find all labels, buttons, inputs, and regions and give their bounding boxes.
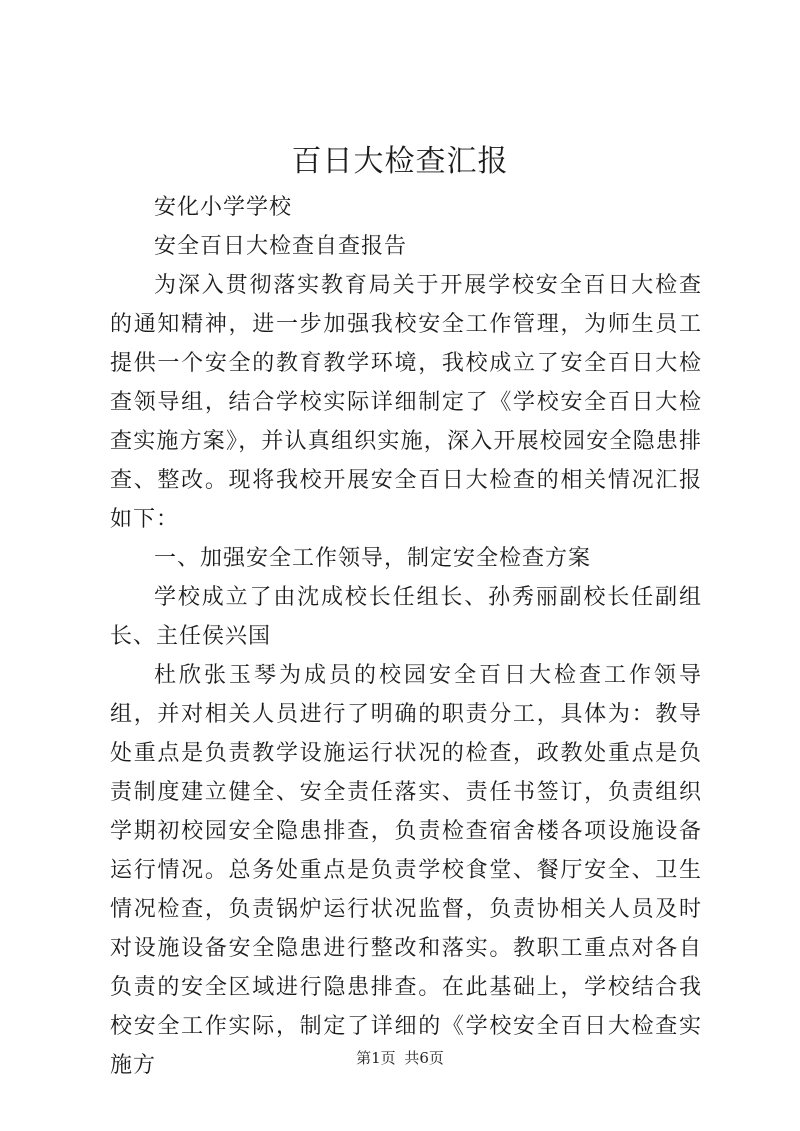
- paragraph-intro: 为深入贯彻落实教育局关于开展学校安全百日大检查的通知精神，进一步加强我校安全工作管理，为师生员工提供一个安全的教育教学环境，我校成立了安全百日大检查领导组，结合学校实际详细制定了《学校安全百日大检查实施方案》，并认真组织实施，深入开展校园安全隐患排查、整改。现将我校开展安全百日大检查的相关情况汇报如下：: [110, 273, 702, 532]
- document-body: [110, 188, 702, 1085]
- page-footer: [0, 1048, 800, 1068]
- paragraph-report-title: 安全百日大检查自查报告: [154, 234, 408, 259]
- page-number: 第1页: [356, 1049, 396, 1067]
- page-total: 共6页: [404, 1049, 444, 1067]
- paragraph-school-name: 安化小学学校: [154, 195, 293, 220]
- paragraph-duties: 杜欣张玉琴为成员的校园安全百日大检查工作领导组，并对相关人员进行了明确的职责分工，具体为：教导处重点是负责教学设施运行状况的检查，政教处重点是负责制度建立健全、安全责任落实、责任书签订，负责组织学期初校园安全隐患排查，负责检查宿舍楼各项设施设备运行情况。总务处重点是负责学校食堂、餐厅安全、卫生情况检查，负责锅炉运行状况监督，负责协相关人员及时对设施设备安全隐患进行整改和落实。教职工重点对各自负责的安全区域进行隐患排查。在此基础上，学校结合我校安全工作实际，制定了详细的《学校安全百日大检查实施方: [110, 663, 702, 1078]
- paragraph-section-heading: 一、加强安全工作领导，制定安全检查方案: [154, 546, 592, 571]
- paragraph-leadership: 学校成立了由沈成校长任组长、孙秀丽副校长任副组长、主任侯兴国: [110, 585, 702, 649]
- document-title: 百日大检查汇报: [291, 144, 509, 179]
